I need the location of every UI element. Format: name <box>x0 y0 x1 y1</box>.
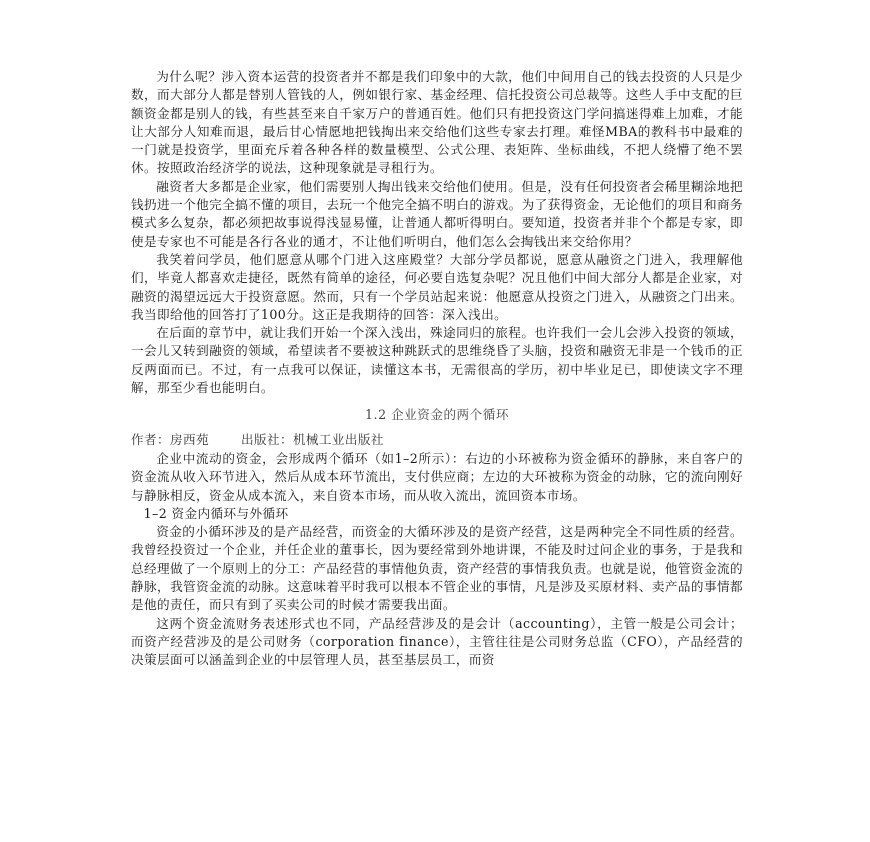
body-paragraph: 在后面的章节中，就让我们开始一个深入浅出，殊途同归的旅程。也许我们一会儿会涉入投资的领域，一会儿又转到融资的领域，希望读者不要被这种跳跃式的思维绕昏了头脑，投资和融资无非是一个钱币的正反两面而已。不过，有一点我可以保证，读懂这本书，无需很高的学历，初中毕业足已，即使读文字不理解，那至少看也能明白。 <box>131 325 743 396</box>
body-paragraph: 企业中流动的资金，会形成两个循环（如1–2所示）：右边的小环被称为资金循环的静脉，来自客户的资金流从收入环节进入，然后从成本环节流出，支付供应商；左边的大环被称为资金的动脉，它的流向刚好与静脉相反，资金从成本流入，来自资本市场，而从收入流出，流回资本市场。 <box>131 450 743 503</box>
section-title: 1.2 企业资金的两个循环 <box>365 407 509 423</box>
body-paragraph: 这两个资金流财务表述形式也不同，产品经营涉及的是会计（accounting），主管一般是公司会计；而资产经营涉及的是公司财务（corporation finance），主管往往是公司财务总监（CFO），产品经营的决策层面可以涵盖到企业的中层管理人员，甚至基层员工，而资 <box>131 615 743 668</box>
subheading: 1–2 资金内循环与外循环 <box>143 505 289 521</box>
publisher-label: 出版社：机械工业出版社 <box>240 431 384 447</box>
document-page <box>131 68 743 670</box>
byline <box>131 431 743 449</box>
author-label: 作者：房西苑 <box>131 431 209 447</box>
body-paragraph: 资金的小循环涉及的是产品经营，而资金的大循环涉及的是资产经营，这是两种完全不同性质的经营。我曾经投资过一个企业，并任企业的董事长，因为要经常到外地讲课，不能及时过问企业的事务，于是我和总经理做了一个原则上的分工：产品经营的事情他负责，资产经营的事情我负责。也就是说，他管资金流的静脉，我管资金流的动脉。这意味着平时我可以根本不管企业的事情，凡是涉及买原材料、卖产品的事情都是他的责任，而只有到了买卖公司的时候才需要我出面。 <box>131 524 743 613</box>
body-paragraph: 我笑着问学员，他们愿意从哪个门进入这座殿堂？大部分学员都说，愿意从融资之门进入，我理解他们，毕竟人都喜欢走捷径，既然有简单的途径，何必要自选复杂呢？况且他们中间大部分人都是企业家，对融资的渴望远远大于投资意愿。然而，只有一个学员站起来说：他愿意从投资之门进入，从融资之门出来。我当即给他的回答打了100分。这正是我期待的回答：深入浅出。 <box>131 251 743 322</box>
body-paragraph: 为什么呢？涉入资本运营的投资者并不都是我们印象中的大款，他们中间用自己的钱去投资的人只是少数，而大部分人都是替别人管钱的人，例如银行家、基金经理、信托投资公司总裁等。这些人手中支配的巨额资金都是别人的钱，有些甚至来自千家万户的普通百姓。他们只有把投资这门学问搞迷得难上加难，才能让大部分人知难而退，最后甘心情愿地把钱掏出来交给他们这些专家去打理。难怪MBA的教科书中最难的一门就是投资学，里面充斥着各种各样的数量模型、公式公理、表矩阵、坐标曲线，不把人绕懵了绝不罢休。按照政治经济学的说法，这种现象就是寻租行为。 <box>131 69 743 176</box>
body-paragraph: 融资者大多都是企业家，他们需要别人掏出钱来交给他们使用。但是，没有任何投资者会稀里糊涂地把钱扔进一个他完全搞不懂的项目，去玩一个他完全搞不明白的游戏。为了获得资金，无论他们的项目和商务模式多么复杂，都必须把故事说得浅显易懂，让普通人都听得明白。要知道，投资者并非个个都是专家，即使是专家也不可能是各行各业的通才，不让他们听明白，他们怎么会掏钱出来交给你用？ <box>131 178 743 249</box>
